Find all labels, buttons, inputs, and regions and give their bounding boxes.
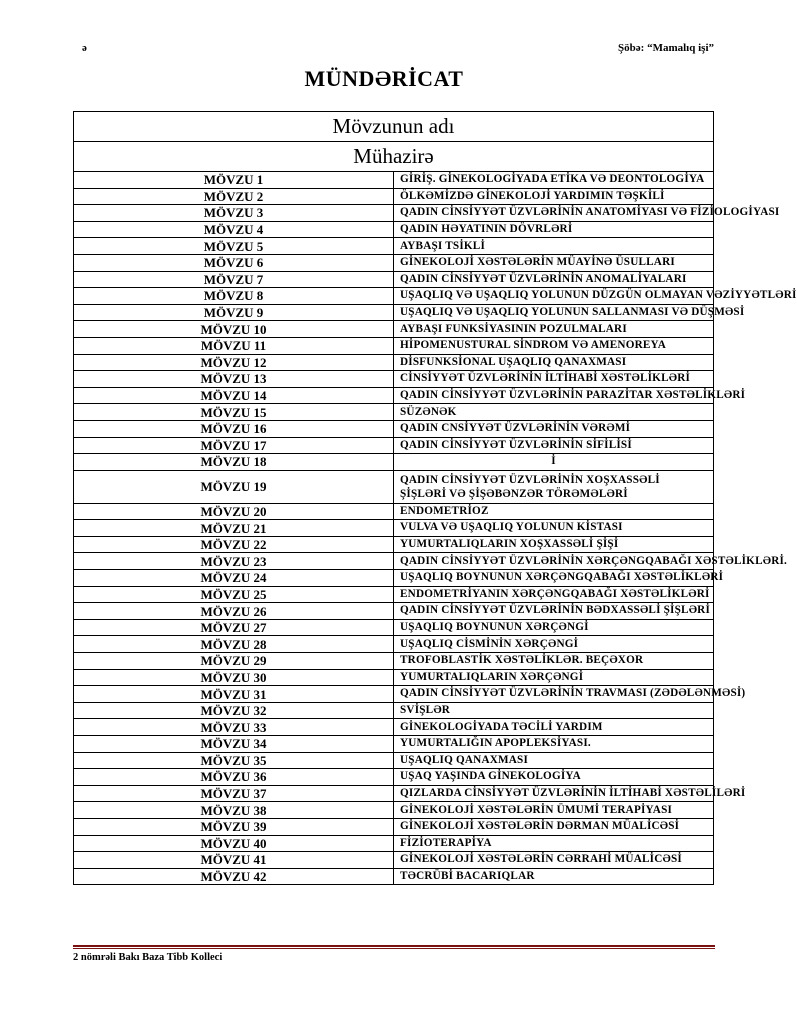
topic-title: QADIN HƏYATININ DÖVRLƏRİ [394,221,714,238]
topic-number: MÖVZU 6 [74,254,394,271]
topic-title: UŞAQLIQ BOYNUNUN XƏRÇƏNGİ [394,619,714,636]
topic-title: QADIN CNSİYYƏT ÜZVLƏRİNİN VƏRƏMİ [394,420,714,437]
topic-number: MÖVZU 3 [74,205,394,222]
topic-number: MÖVZU 4 [74,221,394,238]
topic-title: GİNEKOLOJİ XƏSTƏLƏRİN MÜAYİNƏ ÜSULLARI [394,254,714,271]
topic-number: MÖVZU 11 [74,337,394,354]
table-row [74,769,714,786]
table-row [74,172,714,189]
topic-number: MÖVZU 14 [74,387,394,404]
table-row [74,736,714,753]
table-row [74,520,714,537]
topic-title: QIZLARDA CİNSİYYƏT ÜZVLƏRİNİN İLTİHABİ XƏSTƏLİLƏRİ [394,785,714,802]
footer-divider-thick [73,945,715,947]
topic-title: QADIN CİNSİYYƏT ÜZVLƏRİNİN ANATOMİYASI VƏ FİZİOLOGİYASI [394,205,714,222]
table-row [74,669,714,686]
table-row [74,288,714,305]
header-left-mark: ə [82,42,87,54]
topic-title: UŞAQLIQ QANAXMASI [394,752,714,769]
topic-title: CİNSİYYƏT ÜZVLƏRİNİN İLTİHABİ XƏSTƏLİKLƏRİ [394,371,714,388]
topic-title: SÜZƏNƏK [394,404,714,421]
table-row [74,337,714,354]
topic-title: ÖLKƏMİZDƏ GİNEKOLOJİ YARDIMIN TƏŞKİLİ [394,188,714,205]
table-row [74,354,714,371]
table-row [74,404,714,421]
topic-number: MÖVZU 29 [74,653,394,670]
table-row [74,686,714,703]
table-row [74,304,714,321]
topic-title: AYBAŞI FUNKSİYASININ POZULMALARI [394,321,714,338]
topic-number: MÖVZU 32 [74,702,394,719]
table-row [74,221,714,238]
topic-number: MÖVZU 23 [74,553,394,570]
topic-number: MÖVZU 12 [74,354,394,371]
topic-title: VULVA VƏ UŞAQLIQ YOLUNUN KİSTASI [394,520,714,537]
topic-title: ENDOMETRİYANIN XƏRÇƏNGQABAĞI XƏSTƏLİKLƏRİ [394,586,714,603]
topic-title: YUMURTALIQLARIN XOŞXASSƏLİ ŞİŞİ [394,536,714,553]
table-row [74,586,714,603]
table-heading-row [74,112,714,142]
header-department: Şöbə: “Mamalıq işi” [618,42,714,54]
topic-title: QADIN CİNSİYYƏT ÜZVLƏRİNİN SİFİLİSİ [394,437,714,454]
topic-title: TƏCRÜBİ BACARIQLAR [394,868,714,885]
topic-number: MÖVZU 42 [74,868,394,885]
topic-number: MÖVZU 27 [74,619,394,636]
table-row [74,868,714,885]
topic-number: MÖVZU 10 [74,321,394,338]
topic-number: MÖVZU 22 [74,536,394,553]
topic-title: GİRİŞ. GİNEKOLOGİYADA ETİKA VƏ DEONTOLOGİYA [394,172,714,189]
topic-title: ENDOMETRİOZ [394,503,714,520]
topic-number: MÖVZU 17 [74,437,394,454]
topic-number: MÖVZU 40 [74,835,394,852]
table-row [74,387,714,404]
table-row [74,835,714,852]
topic-title: UŞAQLIQ CİSMİNİN XƏRÇƏNGİ [394,636,714,653]
topic-title: GİNEKOLOJİ XƏSTƏLƏRİN CƏRRAHİ MÜALİCƏSİ [394,852,714,869]
topic-title: AYBAŞI TSİKLİ [394,238,714,255]
table-subheading-lecture: Mühazirə [74,142,714,172]
topic-number: MÖVZU 1 [74,172,394,189]
topic-number: MÖVZU 35 [74,752,394,769]
topic-title: QADIN CİNSİYYƏT ÜZVLƏRİNİN BƏDXASSƏLİ ŞİŞLƏRİ [394,603,714,620]
topic-number: MÖVZU 8 [74,288,394,305]
topic-title: UŞAQ YAŞINDA GİNEKOLOGİYA [394,769,714,786]
table-row [74,470,714,503]
topic-title: YUMURTALIĞIN APOPLEKSİYASI. [394,736,714,753]
topic-number: MÖVZU 9 [74,304,394,321]
topic-number: MÖVZU 2 [74,188,394,205]
topic-number: MÖVZU 15 [74,404,394,421]
topic-title: HİPOMENUSTURAL SİNDROM VƏ AMENOREYA [394,337,714,354]
table-row [74,536,714,553]
topic-number: MÖVZU 34 [74,736,394,753]
table-row [74,818,714,835]
footer-divider-thin [73,948,715,949]
topic-number: MÖVZU 33 [74,719,394,736]
table-row [74,238,714,255]
topic-number: MÖVZU 28 [74,636,394,653]
contents-table [73,111,797,885]
topic-number: MÖVZU 38 [74,802,394,819]
topic-number: MÖVZU 19 [74,470,394,503]
topic-title: QADIN CİNSİYYƏT ÜZVLƏRİNİN XOŞXASSƏLİ ŞİŞLƏRİ VƏ ŞİŞƏBƏNZƏR TÖRƏMƏLƏRİ [394,470,714,503]
topic-title: QADIN CİNSİYYƏT ÜZVLƏRİNİN PARAZİTAR XƏSTƏLİKLƏRİ [394,387,714,404]
topic-title: GİNEKOLOJİ XƏSTƏLƏRİN DƏRMAN MÜALİCƏSİ [394,818,714,835]
table-row [74,785,714,802]
table-row [74,321,714,338]
table-row [74,188,714,205]
topic-number: MÖVZU 39 [74,818,394,835]
topic-number: MÖVZU 24 [74,570,394,587]
table-row [74,553,714,570]
topic-number: MÖVZU 13 [74,371,394,388]
topic-number: MÖVZU 20 [74,503,394,520]
topic-title: GİNEKOLOGİYADA TƏCİLİ YARDIM [394,719,714,736]
topic-title: DİSFUNKSİONAL UŞAQLIQ QANAXMASI [394,354,714,371]
table-row [74,636,714,653]
table-row [74,420,714,437]
topic-title: QADIN CİNSİYYƏT ÜZVLƏRİNİN TRAVMASI (ZƏDƏLƏNMƏSİ) [394,686,714,703]
table-row [74,702,714,719]
table-row [74,205,714,222]
table-row [74,503,714,520]
topic-number: MÖVZU 41 [74,852,394,869]
table-row [74,852,714,869]
table-row [74,653,714,670]
table-row [74,437,714,454]
table-row [74,603,714,620]
table-row [74,719,714,736]
topic-title: QADIN CİNSİYYƏT ÜZVLƏRİNİN XƏRÇƏNGQABAĞI XƏSTƏLİKLƏRİ. [394,553,714,570]
table-row [74,802,714,819]
table-row [74,371,714,388]
table-row [74,454,714,471]
topic-number: MÖVZU 36 [74,769,394,786]
topic-title: QADIN CİNSİYYƏT ÜZVLƏRİNİN ANOMALİYALARI [394,271,714,288]
table-row [74,271,714,288]
topic-number: MÖVZU 31 [74,686,394,703]
topic-title: UŞAQLIQ BOYNUNUN XƏRÇƏNGQABAĞI XƏSTƏLİKLƏRİ [394,570,714,587]
topic-title: SVİŞLƏR [394,702,714,719]
table-row [74,254,714,271]
topic-number: MÖVZU 37 [74,785,394,802]
table-row [74,619,714,636]
table-subheading-row [74,142,714,172]
table-row [74,570,714,587]
topic-title: TROFOBLASTİK XƏSTƏLİKLƏR. BEÇƏXOR [394,653,714,670]
topic-number: MÖVZU 25 [74,586,394,603]
table-heading-topic-name: Mövzunun adı [74,112,714,142]
topic-number: MÖVZU 7 [74,271,394,288]
topic-title: İ [394,454,714,471]
topic-title: UŞAQLIQ VƏ UŞAQLIQ YOLUNUN DÜZGÜN OLMAYAN VƏZİYYƏTLƏRİ [394,288,714,305]
topic-title: YUMURTALIQLARIN XƏRÇƏNGİ [394,669,714,686]
footer-college-name: 2 nömrəli Bakı Baza Tibb Kolleci [73,952,223,963]
page-title: MÜNDƏRİCAT [304,66,464,91]
table-row [74,752,714,769]
topic-title: FİZİOTERAPİYA [394,835,714,852]
topic-title: UŞAQLIQ VƏ UŞAQLIQ YOLUNUN SALLANMASI VƏ DÜŞMƏSİ [394,304,714,321]
topic-number: MÖVZU 5 [74,238,394,255]
topic-number: MÖVZU 30 [74,669,394,686]
topic-number: MÖVZU 26 [74,603,394,620]
topic-number: MÖVZU 21 [74,520,394,537]
topic-title: GİNEKOLOJİ XƏSTƏLƏRİN ÜMUMİ TERAPİYASI [394,802,714,819]
topic-number: MÖVZU 16 [74,420,394,437]
topic-number: MÖVZU 18 [74,454,394,471]
